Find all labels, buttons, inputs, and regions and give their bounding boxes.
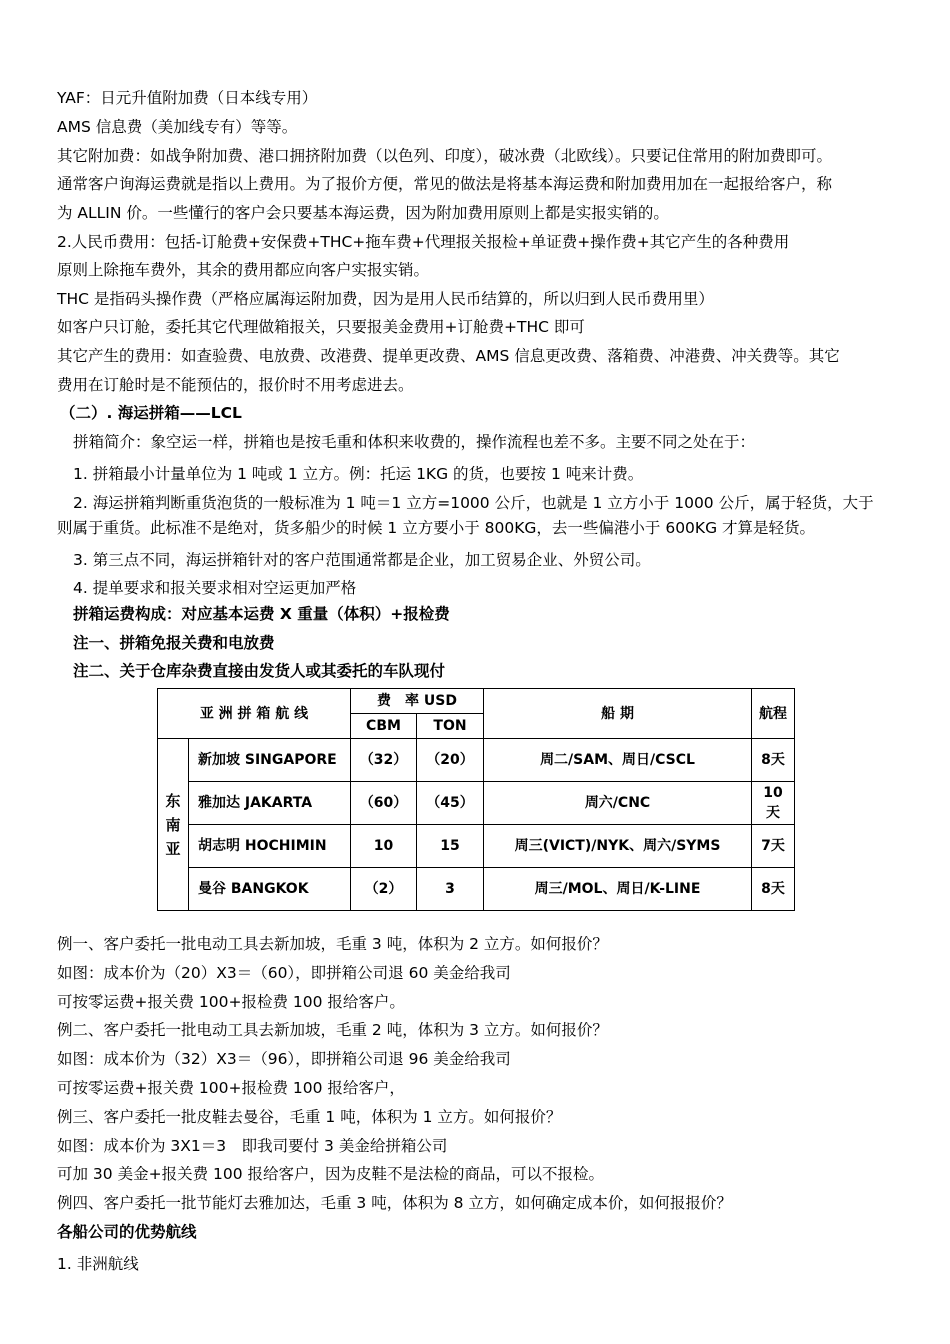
cbm-cell: 10 xyxy=(351,825,417,868)
text-line: YAF：日元升值附加费（日本线专用） xyxy=(57,89,318,107)
note-line: 注一、拼箱免报关费和电放费 xyxy=(73,634,275,652)
cbm-cell: （32） xyxy=(351,739,417,782)
text-line: 其它产生的费用：如查验费、电放费、改港费、提单更改费、AMS 信息更改费、落箱费、冲港费、冲关费等。其它 xyxy=(57,347,840,365)
list-item: 3. 第三点不同，海运拼箱针对的客户范围通常都是企业，加工贸易企业、外贸公司。 xyxy=(73,551,651,569)
route-header: 亚 洲 拼 箱 航 线 xyxy=(158,689,351,739)
list-item: 4. 提单要求和报关要求相对空运更加严格 xyxy=(73,579,357,597)
text-line: 2.人民币费用：包括-订舱费+安保费+THC+拖车费+代理报关报检+单证费+操作费+其它产生的各种费用 xyxy=(57,233,790,251)
text-line: 费用在订舱时是不能预估的，报价时不用考虑进去。 xyxy=(57,376,414,394)
text-line: THC 是指码头操作费（严格应属海运附加费，因为是用人民币结算的，所以归到人民币费用里） xyxy=(57,290,714,308)
text-line: 拼箱简介：象空运一样，拼箱也是按毛重和体积来收费的，操作流程也差不多。主要不同之处在于： xyxy=(73,433,756,451)
port-cell: 曼谷 BANGKOK xyxy=(189,868,351,911)
text-line: 如图：成本价为（20）X3＝（60），即拼箱公司退 60 美金给我司 xyxy=(57,964,511,982)
section-heading: （二）. 海运拼箱——LCL xyxy=(60,404,242,422)
text-line: 如客户只订舱，委托其它代理做箱报关，只要报美金费用+订舱费+THC 即可 xyxy=(57,318,585,336)
ton-cell: （20） xyxy=(417,739,484,782)
formula-line: 拼箱运费构成：对应基本运费 X 重量（体积）+报检费 xyxy=(73,605,450,623)
list-item: 1. 拼箱最小计量单位为 1 吨或 1 立方。例：托运 1KG 的货，也要按 1 吨来计费。 xyxy=(73,465,644,483)
text-line: AMS 信息费（美加线专有）等等。 xyxy=(57,118,298,136)
cbm-cell: （2） xyxy=(351,868,417,911)
text-line: 其它附加费：如战争附加费、港口拥挤附加费（以色列、印度），破冰费（北欧线）。只要记住常用的附加费即可。 xyxy=(57,147,833,165)
port-cell: 雅加达 JAKARTA xyxy=(189,782,351,825)
list-item: 1. 非洲航线 xyxy=(57,1255,139,1273)
transit-header: 航程 xyxy=(752,689,795,739)
schedule-cell: 周二/SAM、周日/CSCL xyxy=(484,739,752,782)
transit-cell: 7天 xyxy=(752,825,795,868)
schedule-cell: 周三/MOL、周日/K-LINE xyxy=(484,868,752,911)
text-line: 为 ALLIN 价。一些懂行的客户会只要基本海运费，因为附加费用原则上都是实报实销的。 xyxy=(57,204,669,222)
text-line: 可加 30 美金+报关费 100 报给客户，因为皮鞋不是法检的商品，可以不报检。 xyxy=(57,1165,605,1183)
lcl-rate-table xyxy=(157,688,795,911)
text-line: 如图：成本价为（32）X3＝（96），即拼箱公司退 96 美金给我司 xyxy=(57,1050,511,1068)
text-line: 原则上除拖车费外，其余的费用都应向客户实报实销。 xyxy=(57,261,430,279)
text-line: 例三、客户委托一批皮鞋去曼谷，毛重 1 吨，体积为 1 立方。如何报价？ xyxy=(57,1108,562,1126)
cbm-header: CBM xyxy=(351,714,417,739)
cbm-cell: （60） xyxy=(351,782,417,825)
ton-cell: （45） xyxy=(417,782,484,825)
text-line: 可按零运费+报关费 100+报检费 100 报给客户， xyxy=(57,1079,405,1097)
port-cell: 胡志明 HOCHIMIN xyxy=(189,825,351,868)
transit-cell: 10天 xyxy=(752,782,795,825)
transit-cell: 8天 xyxy=(752,868,795,911)
text-line: 可按零运费+报关费 100+报检费 100 报给客户。 xyxy=(57,993,405,1011)
text-line: 例二、客户委托一批电动工具去新加坡，毛重 2 吨，体积为 3 立方。如何报价？ xyxy=(57,1021,608,1039)
ton-cell: 15 xyxy=(417,825,484,868)
text-line: 例四、客户委托一批节能灯去雅加达，毛重 3 吨，体积为 8 立方，如何确定成本价，如何报报价？ xyxy=(57,1194,732,1212)
schedule-header: 船 期 xyxy=(484,689,752,739)
region-cell: 东南亚 xyxy=(158,739,189,911)
text-line: 例一、客户委托一批电动工具去新加坡，毛重 3 吨，体积为 2 立方。如何报价？ xyxy=(57,935,608,953)
schedule-cell: 周三(VICT)/NYK、周六/SYMS xyxy=(484,825,752,868)
ton-cell: 3 xyxy=(417,868,484,911)
text-line: 通常客户询海运费就是指以上费用。为了报价方便，常见的做法是将基本海运费和附加费用加在一起报给客户，称 xyxy=(57,175,833,193)
list-item: 2. 海运拼箱判断重货泡货的一般标准为 1 吨＝1 立方=1000 公斤，也就是 1 立方小于 1000 公斤，属于轻货，大于 xyxy=(73,494,874,512)
text-line: 则属于重货。此标准不是绝对，货多船少的时候 1 立方要小于 800KG，去一些偏港小于 600KG 才算是轻货。 xyxy=(57,519,816,537)
schedule-cell: 周六/CNC xyxy=(484,782,752,825)
port-cell: 新加坡 SINGAPORE xyxy=(189,739,351,782)
ton-header: TON xyxy=(417,714,484,739)
rate-header: 费 率 USD xyxy=(351,689,484,714)
section-heading: 各船公司的优势航线 xyxy=(57,1223,197,1241)
transit-cell: 8天 xyxy=(752,739,795,782)
note-line: 注二、关于仓库杂费直接由发货人或其委托的车队现付 xyxy=(73,662,446,680)
text-line: 如图：成本价为 3X1＝3 即我司要付 3 美金给拼箱公司 xyxy=(57,1137,448,1155)
